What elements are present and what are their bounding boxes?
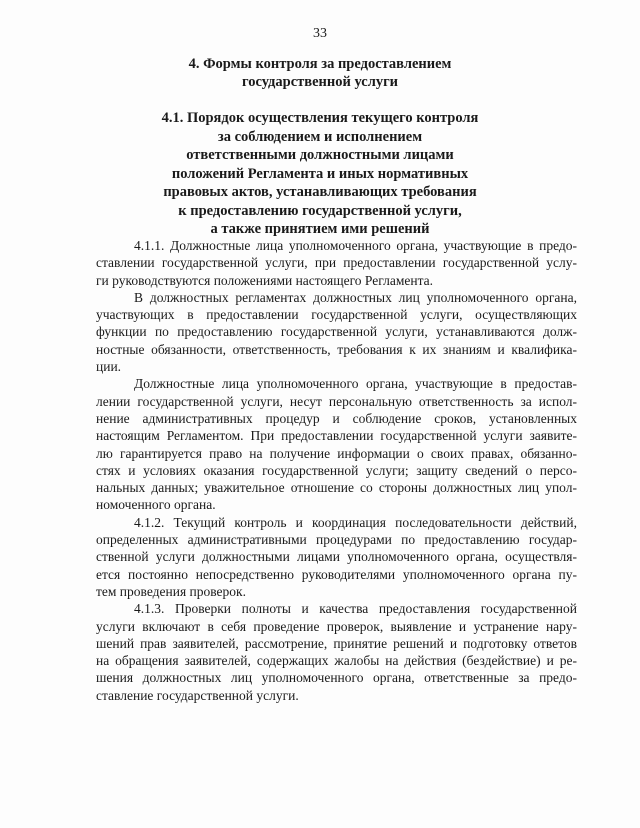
paragraph-personal-responsibility: [96, 375, 577, 513]
text-line: функции по предоставлению государственной услуги, устанавливаются долж-: [96, 324, 577, 340]
subsection-title-line: 4.1. Порядок осуществления текущего контроля: [161, 110, 479, 126]
text-line: нальных данных; уважительное отношение со стороны должностных лиц упол-: [96, 480, 577, 496]
text-line: шения должностных лиц уполномоченного органа, ответственные за предо-: [96, 670, 577, 686]
paragraph-job-regulations: [96, 289, 577, 375]
page-number: 33: [313, 26, 327, 41]
subsection-title-line: а также принятием ими решений: [210, 221, 430, 237]
text-line: нение административных процедур и соблюдение сроков, установленных: [96, 410, 577, 426]
paragraph-4-1-3: [96, 600, 577, 704]
text-line: настоящим Регламентом. При предоставлении государственной услуги заявите-: [96, 428, 577, 444]
text-line: определенных административными процедурами по предоставлению государ-: [96, 532, 577, 548]
text-line: ственной услуги должностными лицами уполномоченного органа, осуществля-: [96, 549, 577, 565]
text-line: 4.1.3. Проверки полноты и качества предоставления государственной: [134, 601, 577, 617]
section-title-line: государственной услуги: [241, 74, 399, 90]
text-line: участвующих в предоставлении государственной услуги, осуществляющих: [96, 307, 577, 323]
subsection-title-line: за соблюдением и исполнением: [217, 128, 423, 145]
text-line: ностные обязанности, ответственность, требования к их знаниям и квалифика-: [96, 341, 577, 357]
text-line: стях и условиях оказания государственной услуги; защиту сведений о персо-: [96, 462, 577, 478]
section-title-line: 4. Формы контроля за предоставлением: [188, 56, 452, 72]
text-line: ции.: [96, 359, 122, 375]
text-line: лю гарантируется право на получение информации о своих правах, обязанно-: [96, 445, 577, 461]
subsection-title: [110, 109, 530, 239]
text-line: шений прав заявителей, рассмотрение, принятие решений и подготовку ответов: [96, 635, 577, 651]
subsection-title-line: к предоставлению государственной услуги,: [178, 202, 462, 219]
paragraph-4-1-2: [96, 514, 577, 600]
text-line: Должностные лица уполномоченного органа, участвующие в предостав-: [134, 376, 577, 392]
text-line: ги руководствуются положениями настоящего Регламента.: [96, 272, 434, 288]
text-line: ется постоянно непосредственно руководителями уполномоченного органа пу-: [96, 566, 577, 582]
paragraph-4-1-1: [96, 237, 577, 289]
text-line: 4.1.2. Текущий контроль и координация последовательности действий,: [134, 514, 577, 530]
text-line: на обращения заявителей, содержащих жалобы на действия (бездействие) и ре-: [96, 653, 577, 669]
text-line: ставление государственной услуги.: [96, 687, 299, 703]
subsection-title-line: правовых актов, устанавливающих требования: [163, 184, 477, 200]
subsection-title-line: ответственными должностными лицами: [186, 147, 454, 163]
section-title: [120, 55, 520, 91]
body-text: [96, 237, 577, 704]
text-line: тем проведения проверок.: [96, 583, 246, 599]
text-line: ставлении государственной услуги, при предоставлении государственной услу-: [96, 255, 577, 271]
text-line: В должностных регламентах должностных лиц уполномоченного органа,: [134, 289, 577, 305]
text-line: 4.1.1. Должностные лица уполномоченного органа, участвующие в предо-: [134, 238, 577, 253]
text-line: услуги включают в себя проведение проверок, выявление и устранение нару-: [96, 618, 577, 634]
text-line: лении государственной услуги, несут персональную ответственность за испол-: [96, 393, 577, 409]
subsection-title-line: положений Регламента и иных нормативных: [171, 165, 469, 182]
text-line: номоченного органа.: [96, 497, 216, 513]
